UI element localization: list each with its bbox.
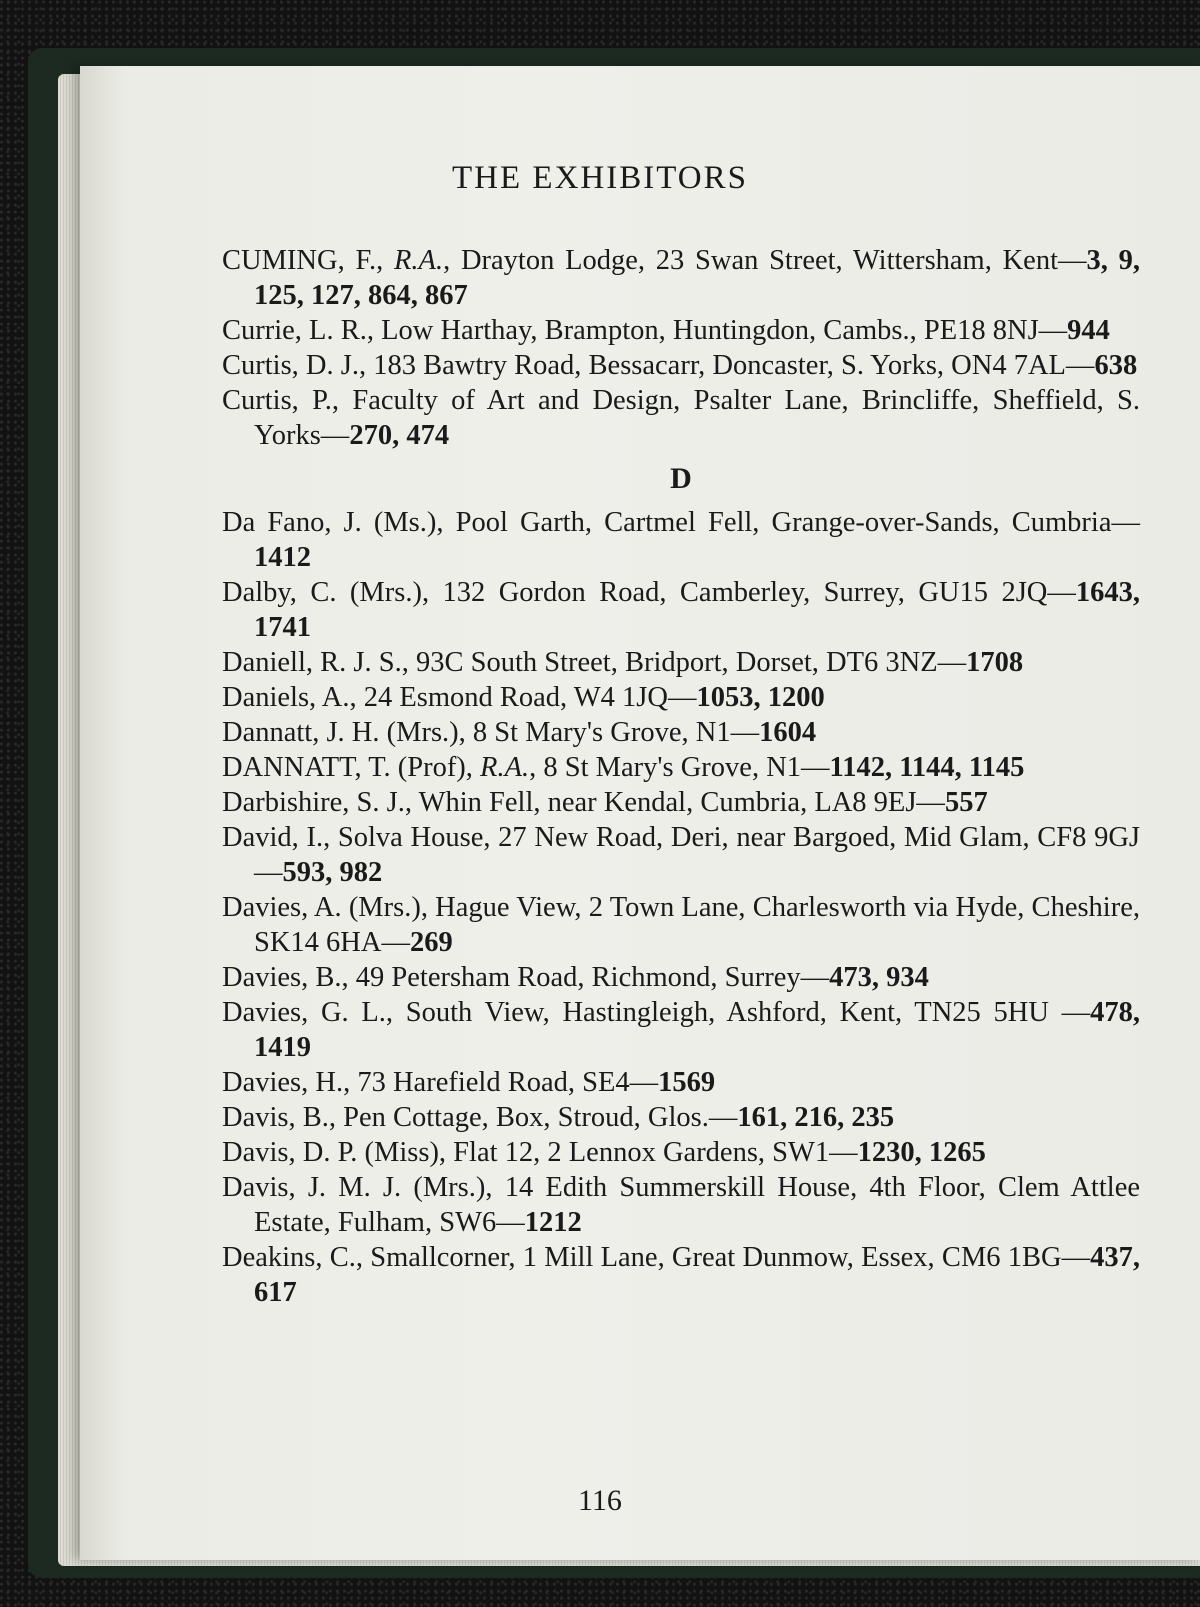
exhibitor-entry xyxy=(222,313,1140,348)
exhibitor-entry xyxy=(222,890,1140,960)
exhibitor-entry xyxy=(222,243,1140,313)
exhibitor-address: Davis, J. M. J. (Mrs.), 14 Edith Summerskill House, 4th Floor, Clem Attlee Estate, Fulham, SW6— xyxy=(222,1172,1140,1238)
exhibitor-address: Davies, B., 49 Petersham Road, Richmond, Surrey— xyxy=(222,962,830,993)
exhibitor-entry xyxy=(222,750,1140,785)
exhibitor-address: Davis, B., Pen Cottage, Box, Stroud, Glos.— xyxy=(222,1102,738,1133)
catalogue-numbers: 1604 xyxy=(759,717,817,748)
exhibitor-address: Daniels, A., 24 Esmond Road, W4 1JQ— xyxy=(222,682,697,713)
page-number: 116 xyxy=(578,1484,622,1517)
exhibitor-address: Currie, L. R., Low Harthay, Brampton, Huntingdon, Cambs., PE18 8NJ— xyxy=(222,315,1068,346)
exhibitor-address: Daniell, R. J. S., 93C South Street, Bridport, Dorset, DT6 3NZ— xyxy=(222,647,967,678)
catalogue-numbers: 557 xyxy=(944,787,988,818)
exhibitor-address: Davis, D. P. (Miss), Flat 12, 2 Lennox Gardens, SW1— xyxy=(222,1137,858,1168)
catalogue-numbers: 1142, 1144, 1145 xyxy=(829,752,1025,783)
catalogue-numbers: 437, 617 xyxy=(254,1242,1140,1308)
exhibitor-entry xyxy=(222,785,1140,820)
exhibitor-entry xyxy=(222,715,1140,750)
catalogue-numbers: 638 xyxy=(1094,350,1138,381)
exhibitor-entry xyxy=(222,1240,1140,1310)
exhibitor-entry xyxy=(222,348,1140,383)
catalogue-numbers: 478, 1419 xyxy=(254,997,1140,1063)
exhibitor-address: Deakins, C., Smallcorner, 1 Mill Lane, Great Dunmow, Essex, CM6 1BG— xyxy=(222,1242,1091,1273)
exhibitor-entry xyxy=(222,995,1140,1065)
exhibitor-address: Davies, A. (Mrs.), Hague View, 2 Town Lane, Charlesworth via Hyde, Cheshire, SK14 6HA— xyxy=(222,892,1140,958)
exhibitor-address: Curtis, P., Faculty of Art and Design, Psalter Lane, Brincliffe, Sheffield, S. Yorks— xyxy=(222,385,1140,451)
exhibitor-list xyxy=(222,243,1140,1310)
exhibitor-address: Darbishire, S. J., Whin Fell, near Kendal, Cumbria, LA8 9EJ— xyxy=(222,787,945,818)
exhibitor-address: Curtis, D. J., 183 Bawtry Road, Bessacarr, Doncaster, S. Yorks, ON4 7AL— xyxy=(222,350,1095,381)
catalogue-numbers: 1643, 1741 xyxy=(254,577,1140,643)
exhibitor-address: Davies, H., 73 Harefield Road, SE4— xyxy=(222,1067,659,1098)
exhibitor-address: Dannatt, J. H. (Mrs.), 8 St Mary's Grove, N1— xyxy=(222,717,760,748)
catalogue-numbers: 1708 xyxy=(966,647,1024,678)
catalogue-numbers: 1569 xyxy=(658,1067,716,1098)
section-letter: D xyxy=(670,462,692,495)
exhibitor-address: , Drayton Lodge, 23 Swan Street, Wittersham, Kent— xyxy=(443,245,1087,276)
page-heading: THE EXHIBITORS xyxy=(452,160,748,196)
catalogue-numbers: 1412 xyxy=(254,542,311,573)
catalogue-numbers: 269 xyxy=(409,927,453,958)
catalogue-numbers: 270, 474 xyxy=(349,420,450,451)
exhibitor-title: R.A. xyxy=(394,245,444,276)
catalogue-numbers: 944 xyxy=(1067,315,1110,346)
exhibitor-address: Dalby, C. (Mrs.), 132 Gordon Road, Camberley, Surrey, GU15 2JQ— xyxy=(222,577,1076,608)
exhibitor-entry xyxy=(222,1170,1140,1240)
catalogue-numbers: 1053, 1200 xyxy=(696,682,825,713)
exhibitor-title: R.A. xyxy=(480,752,530,783)
exhibitor-entry xyxy=(222,505,1140,575)
exhibitor-address: Davies, G. L., South View, Hastingleigh, Ashford, Kent, TN25 5HU — xyxy=(222,997,1091,1028)
exhibitor-address: David, I., Solva House, 27 New Road, Deri, near Bargoed, Mid Glam, CF8 9GJ— xyxy=(222,822,1140,888)
exhibitor-address: , 8 St Mary's Grove, N1— xyxy=(529,752,830,783)
exhibitor-entry xyxy=(222,1135,1140,1170)
catalogue-numbers: 3, 9, 125, 127, 864, 867 xyxy=(254,245,1140,311)
catalogue-numbers: 1212 xyxy=(524,1207,582,1238)
catalogue-numbers: 161, 216, 235 xyxy=(737,1102,895,1133)
exhibitor-entry xyxy=(222,575,1140,645)
exhibitor-entry xyxy=(222,1065,1140,1100)
exhibitor-name: DANNATT, T. (Prof), xyxy=(222,752,481,783)
exhibitor-entry xyxy=(222,383,1140,453)
catalogue-numbers: 593, 982 xyxy=(282,857,383,888)
exhibitor-entry xyxy=(222,960,1140,995)
exhibitor-entry xyxy=(222,1100,1140,1135)
catalogue-numbers: 1230, 1265 xyxy=(857,1137,986,1168)
exhibitor-entry xyxy=(222,820,1140,890)
exhibitor-name: CUMING, F., xyxy=(222,245,395,276)
exhibitor-entry xyxy=(222,680,1140,715)
exhibitor-address: Da Fano, J. (Ms.), Pool Garth, Cartmel Fell, Grange-over-Sands, Cumbria— xyxy=(222,507,1140,538)
exhibitor-entry xyxy=(222,645,1140,680)
catalogue-numbers: 473, 934 xyxy=(829,962,929,993)
